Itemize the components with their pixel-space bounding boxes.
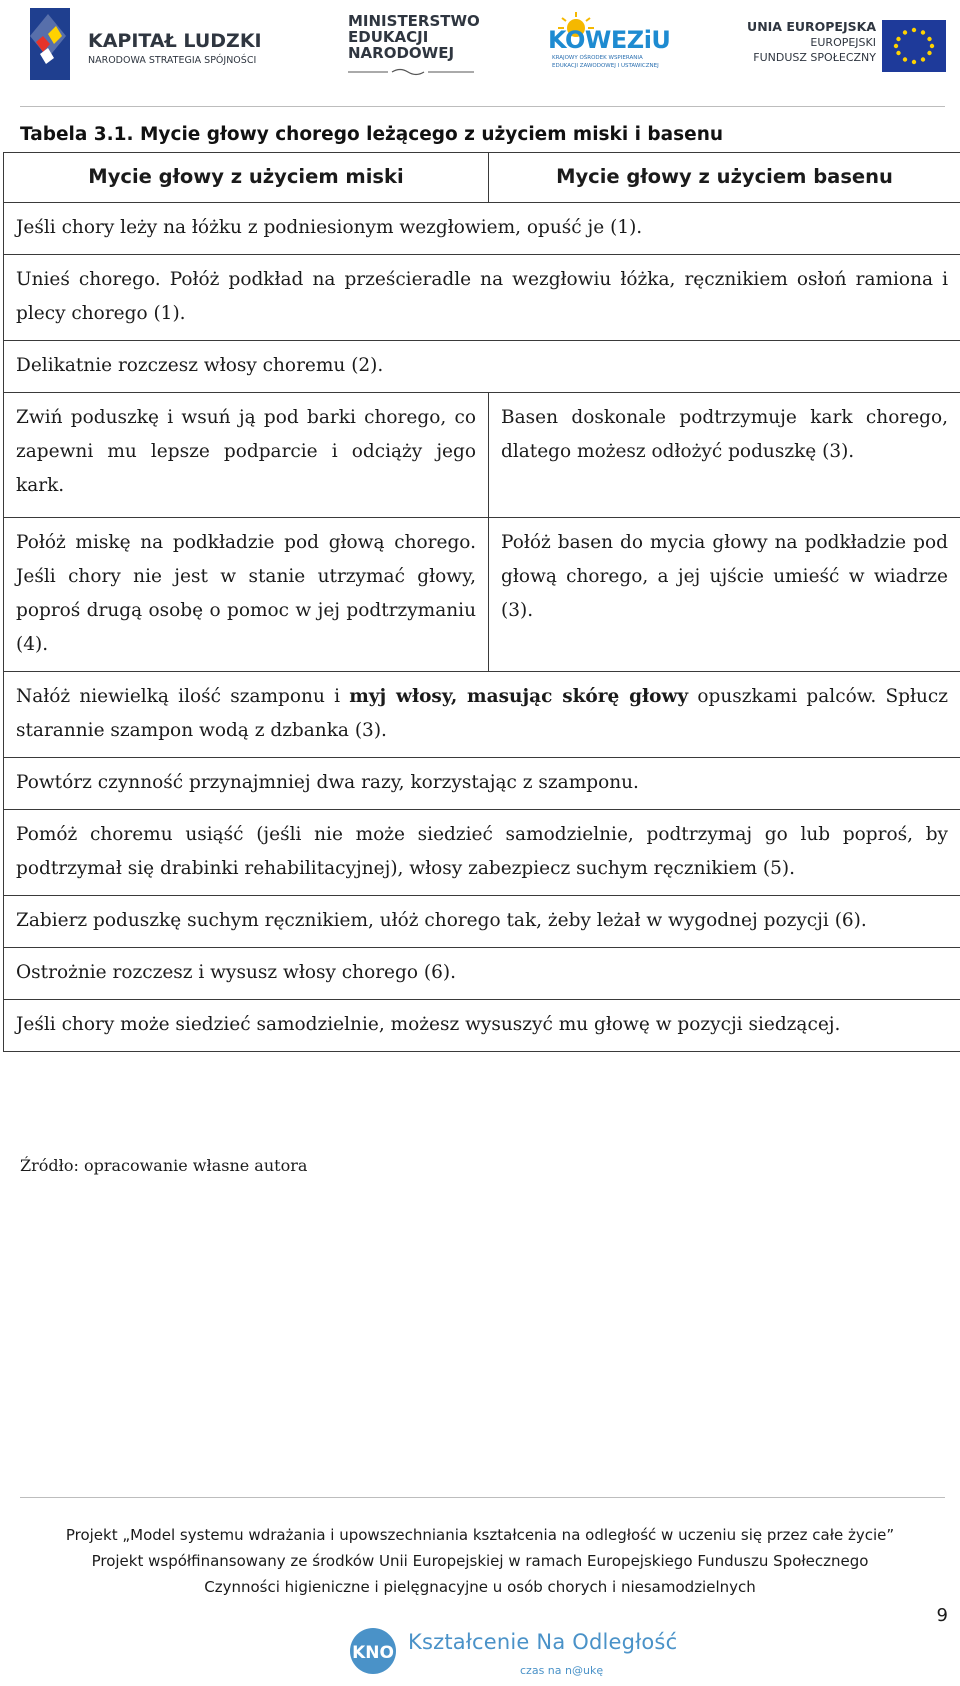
ue-efs-logo [732,20,948,76]
page-number: 9 [936,1605,948,1626]
ue-line2: EUROPEJSKI [810,36,876,49]
table-cell-right: Basen doskonale podtrzymuje kark chorego, dlatego możesz odłożyć poduszkę (3). [489,393,960,518]
men-logo [348,14,478,74]
table-row [4,896,960,948]
ue-line1: UNIA EUROPEJSKA [747,19,876,34]
table-row [4,1000,960,1052]
svg-text:KNO: KNO [352,1643,394,1663]
table-row [4,393,960,518]
kno-logo [348,1622,678,1682]
col2-header: Mycie głowy z użyciem basenu [489,153,960,203]
eu-flag-icon [882,20,946,72]
footer-divider [20,1497,945,1498]
table-cell-left: Połóż miskę na podkładzie pod głową chorego. Jeśli chory nie jest w stanie utrzymać głowy, poproś drugą osobę o pomoc w jej podtrzymaniu (4). [4,518,489,672]
row6-text-start: Nałóż niewielką ilość szamponu i [16,686,350,707]
kno-emblem-icon [348,1626,402,1676]
table-cell: Zabierz poduszkę suchym ręcznikiem, ułóż chorego tak, żeby leżał w wygodnej pozycji (6). [4,896,960,948]
table-cell [4,672,960,758]
men-ornament-icon [348,68,474,76]
footer-topic-line: Czynności higieniczne i pielęgnacyjne u osób chorych i niesamodzielnych [204,1578,756,1596]
kno-title: Kształcenie Na Odległość [408,1630,678,1654]
koweziu-logo [546,10,676,76]
header-divider [20,106,945,107]
table-caption: Tabela 3.1. Mycie głowy chorego leżącego z użyciem miski i basenu [20,124,724,145]
koweziu-line1: KRAJOWY OŚRODEK WSPIERANIA [552,55,643,61]
table-row [4,672,960,758]
men-line1: MINISTERSTWO [348,12,480,30]
kno-subtitle: czas na n@ukę [520,1664,604,1677]
table-source-note: Źródło: opracowanie własne autora [20,1156,308,1175]
koweziu-name: KOWEZiU [548,26,671,54]
table-cell-left: Zwiń poduszkę i wsuń ją pod barki chorego, co zapewni mu lepsze podparcie i odciąży jego kark. [4,393,489,518]
table-row [4,758,960,810]
page-footer [0,1522,960,1600]
koweziu-line2: EDUKACJI ZAWODOWEJ I USTAWICZNEJ [552,63,659,69]
table-cell: Jeśli chory może siedzieć samodzielnie, możesz wysuszyć mu głowę w pozycji siedzącej. [4,1000,960,1052]
row6-emphasis: myj włosy, masując skórę głowy [349,686,689,707]
row6-text-end: opuszkami palców. Spłucz starannie szampon wodą z dzbanka (3). [16,686,948,741]
kapital-ludzki-subtitle: NARODOWA STRATEGIA SPÓJNOŚCI [88,55,257,66]
table-cell: Pomóż choremu usiąść (jeśli nie może siedzieć samodzielnie, podtrzymaj go lub poproś, by podtrzymał się drabinki rehabilitacyjnej), włosy zabezpiecz suchym ręcznikiem (5). [4,810,960,896]
table-cell: Powtórz czynność przynajmniej dwa razy, korzystając z szamponu. [4,758,960,810]
table-row [4,518,960,672]
footer-project-line: Projekt „Model systemu wdrażania i upowszechniania kształcenia na odległość w uczeniu się przez całe życie” [65,1526,895,1544]
table-row [4,341,960,393]
table-row [4,203,960,255]
table-cell: Jeśli chory leży na łóżku z podniesionym wezgłowiem, opuść je (1). [4,203,960,255]
table-cell: Ostrożnie rozczesz i wysusz włosy chorego (6). [4,948,960,1000]
men-line2: EDUKACJI [348,28,429,46]
table-header-row [4,153,960,203]
col1-header: Mycie głowy z użyciem miski [4,153,489,203]
ue-line3: FUNDUSZ SPOŁECZNY [753,51,876,64]
kapital-ludzki-logo [26,6,276,86]
men-line3: NARODOWEJ [348,44,455,62]
table-row [4,948,960,1000]
table-cell: Delikatnie rozczesz włosy choremu (2). [4,341,960,393]
table-row [4,255,960,341]
table-cell: Unieś chorego. Połóż podkład na prześcieradle na wezgłowiu łóżka, ręcznikiem osłoń ramiona i plecy chorego (1). [4,255,960,341]
procedure-table [3,152,960,1052]
table-cell-right: Połóż basen do mycia głowy na podkładzie pod głową chorego, a jej ujście umieść w wiadrze (3). [489,518,960,672]
page-header [0,0,960,110]
kapital-ludzki-title: KAPITAŁ LUDZKI [88,30,262,52]
kapital-ludzki-emblem-icon [26,6,74,82]
table-row [4,810,960,896]
footer-funding-line: Projekt współfinansowany ze środków Unii Europejskiej w ramach Europejskiego Funduszu Społecznego [91,1552,869,1570]
